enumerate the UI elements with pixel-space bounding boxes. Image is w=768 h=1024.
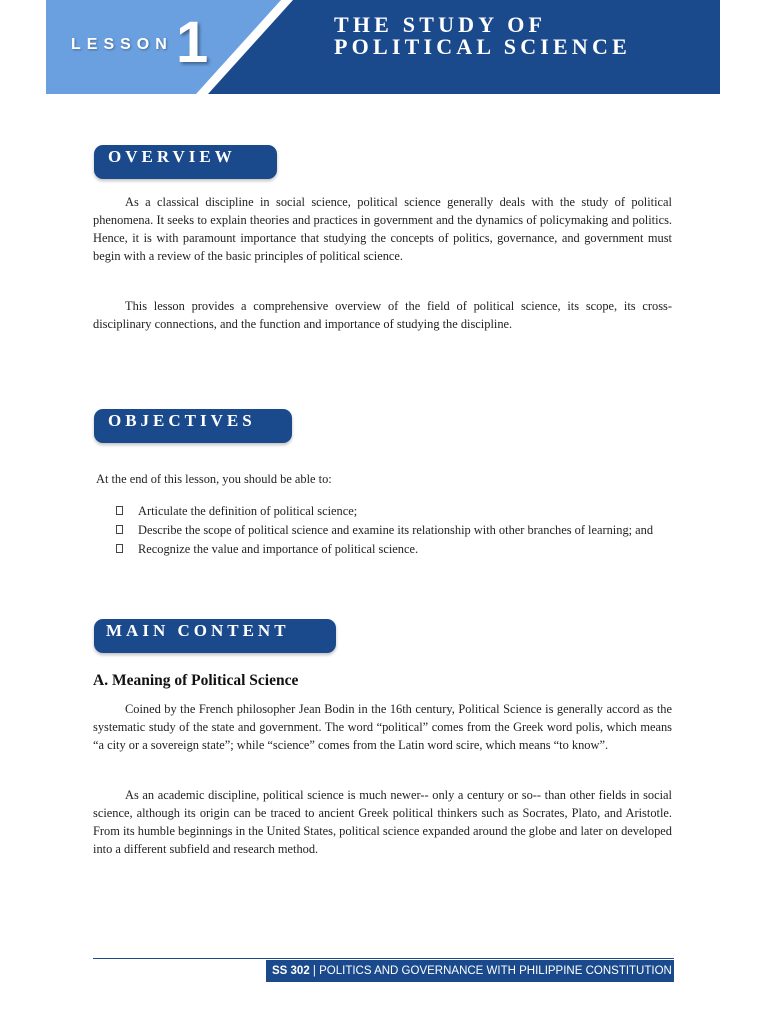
objective-text: Recognize the value and importance of political science. bbox=[138, 542, 419, 556]
overview-paragraph-1: As a classical discipline in social science, political science generally deals with the study of political phenomena. It seeks to explain theories and practices in government and the dynamics of policymaking and politics. Hence, it is with paramount importance that studying the concepts of politics, governance, and government must begin with a review of the basic principles of political science. bbox=[93, 195, 672, 263]
footer-separator: | bbox=[309, 965, 320, 977]
footer-course-title: POLITICS AND GOVERNANCE WITH PHILIPPINE CONSTITUTION bbox=[319, 965, 672, 977]
objective-text: Describe the scope of political science and examine its relationship with other branches of learning; and bbox=[138, 523, 654, 537]
lesson-label: LESSON bbox=[71, 36, 173, 53]
square-bullet-icon bbox=[116, 506, 123, 515]
section-a-paragraph-1: Coined by the French philosopher Jean Bodin in the 16th century, Political Science is generally accord as the systematic study of the state and government. The word “political” comes from the Greek word polis, which means “a city or a sovereign state”; while “science” comes from the Latin word scire, which means “to know”. bbox=[93, 702, 672, 752]
main-content-heading: MAIN CONTENT bbox=[94, 619, 336, 653]
objective-text: Articulate the definition of political science; bbox=[138, 504, 358, 518]
objective-item bbox=[116, 521, 656, 539]
objectives-heading: OBJECTIVES bbox=[94, 409, 292, 443]
objective-item bbox=[116, 540, 656, 558]
page-title bbox=[334, 14, 714, 58]
page-title-line-2: POLITICAL SCIENCE bbox=[334, 34, 631, 59]
page-title-line-1: THE STUDY OF bbox=[334, 12, 547, 37]
overview-paragraph-2: This lesson provides a comprehensive overview of the field of political science, its scope, its cross-disciplinary connections, and the function and importance of studying the discipline. bbox=[93, 299, 672, 331]
objective-item bbox=[116, 502, 656, 520]
section-a-paragraph-2: As an academic discipline, political science is much newer-- only a century or so-- than other fields in social science, although its origin can be traced to ancient Greek political thinkers such as Socrates, Plato, and Aristotle. From its humble beginnings in the United States, political science expanded around the globe and later on developed into a different subfield and research method. bbox=[93, 788, 672, 856]
lesson-number: 1 bbox=[176, 10, 209, 75]
overview-heading: OVERVIEW bbox=[94, 145, 277, 179]
objectives-list bbox=[116, 502, 656, 559]
section-a-title: A. Meaning of Political Science bbox=[93, 672, 299, 689]
footer-course-code: SS 302 bbox=[272, 965, 310, 977]
lesson-header bbox=[46, 0, 720, 94]
objectives-intro: At the end of this lesson, you should be able to: bbox=[96, 472, 332, 486]
square-bullet-icon bbox=[116, 525, 123, 534]
square-bullet-icon bbox=[116, 544, 123, 553]
footer-divider bbox=[93, 958, 674, 959]
footer-bar bbox=[266, 960, 674, 982]
